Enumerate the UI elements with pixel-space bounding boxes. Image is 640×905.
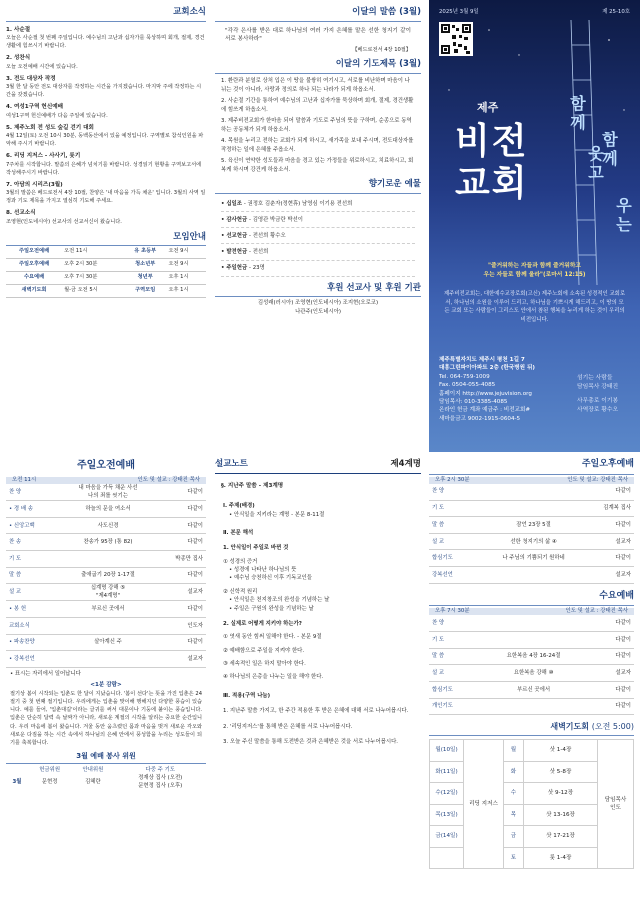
slogan-char: 웃 [588, 144, 604, 163]
missionary-line2: 나관주(인도네시아) [295, 308, 341, 315]
address-detail: 대흥그린파이아파트 2층 (한국병원 뒤) [439, 365, 535, 372]
guide-cell: 오후 1시 [166, 284, 206, 297]
dawn-row [430, 740, 634, 762]
duty-cell: 정재상 집사 (오전) 문현정 집사 (오후) [138, 775, 183, 790]
news-item-title: 1. 사순절 [6, 26, 31, 33]
afternoon-title: 주일오후예배 [429, 458, 634, 475]
offering-row [221, 261, 415, 277]
worship-item: 기 도 [429, 632, 486, 649]
worship-item: 말 씀 [429, 648, 486, 665]
guide-row [6, 272, 206, 285]
worship-leader: 다같이 [581, 550, 634, 567]
worship-item: • 강복선언 [6, 651, 62, 668]
wednesday-leader: 인도 및 설교 : 강태진 목사 [565, 608, 628, 615]
worship-content: 잠언 23장 5절 [486, 517, 580, 534]
afternoon-time: 오후 2시 30분 [435, 476, 470, 483]
sermon-line: • 예수님 승천하신 이후 기독교인들 [229, 575, 312, 582]
cover-date: 2025년 3월 9일 [439, 9, 479, 15]
worship-leader: 다같이 [154, 517, 206, 534]
worship-leader: 다같이 [154, 601, 206, 618]
guide-cell: 오후 7시 30분 [62, 272, 124, 285]
sermon-line: Ⅱ. 본문 해석 [223, 529, 254, 536]
worship-item: 찬 양 [429, 615, 486, 632]
news-item-body: 여성1구역 헌신예배가 다음 주일에 있습니다. [6, 112, 108, 119]
monthly-word-title: 이달의 말씀 (3월) [215, 6, 421, 22]
worship-item: 찬 송 [6, 534, 62, 551]
duty-month: 3월 [12, 779, 22, 786]
worship-content: 요한복음 강해 ⑩ [486, 665, 580, 682]
guide-table [6, 246, 206, 297]
contact-block [439, 356, 569, 423]
offering-list [215, 194, 421, 277]
word-panel [215, 6, 421, 446]
guide-cell: 수요예배 [6, 272, 62, 285]
offering-names: - 전선희 [249, 248, 269, 255]
worship-content: 하늘의 문을 여소서 [62, 501, 154, 518]
worship-row [429, 615, 634, 632]
dawn-weekday: 월 [504, 740, 524, 762]
church-news-list [6, 26, 206, 226]
worship-row [429, 566, 634, 583]
missionary-title: 후원 선교사 및 후원 기관 [215, 282, 421, 298]
dawn-table [429, 739, 634, 869]
sermon-title: 설교노트 [215, 459, 248, 469]
sermon-line: • 안식일을 지키라는 계명 - 본문 8-11절 [229, 511, 325, 518]
news-item-body: 오늘은 사순절 첫 번째 주일입니다. 예수님의 고난과 십자가를 묵상하며 회개, 절제, 경건생활에 힘쓰시기 바랍니다. [6, 35, 205, 50]
worship-row [6, 584, 206, 601]
offering-row [221, 212, 415, 228]
sermon-header [215, 458, 421, 474]
worship-content: 부르신 곳에서 [62, 601, 154, 618]
guide-cell: 청년부 [124, 272, 167, 285]
morning-title: 주일오전예배 [77, 460, 135, 471]
worship-row [6, 567, 206, 584]
duty-head: 안내위원 [82, 767, 104, 774]
worship-item: 말 씀 [429, 517, 486, 534]
worship-content: 십계명 강해 ⑤ "제4계명" [62, 584, 154, 601]
cover-verse: "즐거워하는 자들과 함께 즐거워하고 우는 자들로 함께 울라"(로마서 12:15) [483, 263, 586, 278]
slogan-col4 [615, 196, 633, 234]
sermon-panel [215, 458, 421, 902]
wednesday-order-table [429, 615, 634, 715]
slogan-char: 께 [570, 113, 586, 133]
sermon-line: 2. '리딩지저스'를 통해 받은 은혜를 서로 나누어봅시다. [223, 723, 353, 730]
bank-account: 새마을금고 9002-1915-0604-5 [439, 415, 521, 422]
dawn-leader: 담임목사 인도 [598, 740, 634, 869]
worship-row [429, 698, 634, 715]
worship-leader: 인도자 [154, 618, 206, 635]
duty-table [6, 766, 206, 790]
guide-row [6, 259, 206, 272]
standing-note: • 표시는 자리에서 일어납니다 [10, 670, 81, 677]
slogan-char: 함 [602, 130, 618, 149]
worship-row [6, 618, 206, 635]
guide-cell: 오후 1시 [166, 272, 206, 285]
worship-item: 설 교 [429, 533, 486, 550]
dawn-weekday: 목 [504, 804, 524, 826]
worship-row [429, 484, 634, 501]
dawn-header [429, 721, 634, 736]
worship-row [6, 651, 206, 668]
worship-content [62, 551, 154, 568]
wednesday-time: 오후 7시 30분 [435, 608, 470, 615]
worship-item: 찬 양 [429, 484, 486, 501]
duty-head: 헌금위원 [39, 767, 61, 774]
guide-row [6, 284, 206, 297]
impression-title: <1분 감람> [90, 681, 122, 688]
sermon-outline [215, 490, 421, 748]
sermon-line: Ⅰ. 주제(배경) [223, 503, 255, 510]
worship-leader: 설교자 [581, 665, 634, 682]
worship-row [6, 517, 206, 534]
guide-cell: 오전 9시 [166, 259, 206, 272]
worship-content: 내 마음을 가득 채운 사선 나의 죄를 씻기는 [62, 484, 154, 501]
slogan-char: 우 [616, 196, 632, 215]
worship-row [429, 632, 634, 649]
sermon-line: Ⅲ. 적용(구역 나눔) [223, 692, 271, 699]
dawn-program: 리딩 지저스 [464, 740, 504, 869]
worship-content: 찬송가 95장 (통 82) [62, 534, 154, 551]
worship-row [429, 681, 634, 698]
staff-line: 섬기는 사람들 [577, 375, 613, 381]
worship-leader: 다같이 [581, 615, 634, 632]
news-item-title: 7. 아담의 시리즈(3월) [6, 181, 63, 188]
worship-item: 설 교 [6, 584, 62, 601]
offering-title: 향기로운 예물 [215, 178, 421, 194]
guide-cell: 청소년부 [124, 259, 167, 272]
news-item-body: 조영현(인도네시아) 선교사의 선교서신이 왔습니다. [6, 218, 122, 225]
staff-line: 담임목사 강태진 [577, 383, 619, 390]
worship-content [486, 615, 580, 632]
staff-block [577, 374, 635, 415]
worship-row [6, 634, 206, 651]
duty-cell: 문현정 [41, 779, 58, 786]
address: 제주특별자치도 제주시 평천 1길 7 [439, 357, 525, 363]
church-news-title: 교회소식 [6, 6, 206, 22]
worship-item: 합심기도 [429, 681, 486, 698]
worship-leader: 다같이 [154, 567, 206, 584]
guide-cell: 구역모임 [124, 284, 167, 297]
wednesday-info-bar [429, 608, 634, 615]
afternoon-order-table [429, 484, 634, 584]
staff-line: 사역장로 황수오 [577, 407, 619, 414]
dawn-day [430, 847, 464, 869]
worship-row [429, 533, 634, 550]
duty-cell: 김혜란 [85, 779, 101, 786]
morning-info-bar [6, 477, 206, 484]
worship-leader: 설교자 [154, 651, 206, 668]
slogan-char: 함 [570, 94, 586, 113]
morning-time: 오전 11시 [12, 477, 37, 483]
dawn-title: 새벽기도회 [550, 722, 589, 732]
worship-item: 찬 양 [6, 484, 62, 501]
prayer-item: 3. 제주비전교회가 한마음 되어 말씀과 기도로 주님의 뜻을 구하며, 순종으로 동역하는 공동체가 되게 하옵소서. [221, 117, 412, 134]
sermon-line: ② 예배함으로 주일을 지켜야 한다. [223, 647, 305, 654]
dawn-sub: (오전 5:00) [591, 722, 634, 732]
church-news-panel [6, 6, 206, 446]
worship-row [6, 484, 206, 501]
worship-row [6, 601, 206, 618]
worship-leader: 다같이 [581, 681, 634, 698]
worship-item: 교회소식 [6, 618, 62, 635]
sermon-line: 2. 실제로 어떻게 지키야 하는가? [223, 620, 302, 627]
sermon-line: ② 신학적 원리 [223, 588, 258, 595]
news-item-body: 7주차를 시작합니다. 말씀의 은혜가 넘치기를 바랍니다. 성경읽기 현황을 구역보고서에 작성해주시기 바랍니다. [6, 161, 202, 176]
dawn-day: 목(13일) [430, 804, 464, 826]
offering-row [221, 228, 415, 244]
worship-leader: 박종만 집사 [154, 551, 206, 568]
guide-title: 모임안내 [6, 231, 206, 247]
slogan-col3 [601, 130, 619, 168]
worship-leader: 다같이 [154, 634, 206, 651]
offering-row [221, 244, 415, 260]
dawn-weekday: 화 [504, 761, 524, 783]
worship-content [486, 566, 580, 583]
worship-row [429, 648, 634, 665]
worship-content: 사도신경 [62, 517, 154, 534]
guide-cell: 오전 9시 [166, 246, 206, 258]
offering-label: • 감사헌금 [221, 216, 250, 223]
dawn-day: 화(11일) [430, 761, 464, 783]
sermon-line: • 주일은 구원의 완성을 기념하는 날 [229, 605, 314, 612]
dawn-weekday: 수 [504, 783, 524, 805]
dawn-weekday: 토 [504, 847, 524, 869]
sermon-line: 3. 오늘 주신 말씀을 통해 도전받은 것과 은혜받은 것을 서로 나누어봅시다. [223, 738, 399, 745]
offering-label: • 선교헌금 [221, 232, 250, 239]
duty-head: 다중 주 기도 [145, 767, 175, 774]
worship-content [62, 651, 154, 668]
worship-row [429, 500, 634, 517]
news-item-body: 오늘 오전예배 시간에 있습니다. [6, 63, 78, 70]
sermon-line: 1. 지난주 말씀 가지고, 한 주간 적용한 후 받은 은혜에 대해 서로 나누어봅시다. [223, 708, 409, 715]
sermon-line: ③ 세속적인 일은 하지 말아야 한다. [223, 661, 306, 668]
worship-item: 기 도 [429, 500, 486, 517]
worship-item: 설 교 [429, 665, 486, 682]
sermon-line: • 안식일은 천지창조의 완성을 기념하는 날 [229, 597, 330, 604]
dawn-reading: 룻 1-4장 [524, 847, 598, 869]
worship-leader: 설교자 [581, 533, 634, 550]
sermon-head: §. 지난주 말씀 - 제3계명 [221, 482, 284, 489]
worship-item: 강복선언 [429, 566, 486, 583]
news-item-body: 3월의 말씀은 베드로전서 4장 10절, 찬양은 '내 마음을 가득 채운' 입니다. 3월의 사역 일정과 기도 제목을 가지고 열심히 기도해 주세요. [6, 190, 206, 205]
worship-content: 살아계신 주 [62, 634, 154, 651]
worship-content: 요한복음 4장 16-24절 [486, 648, 580, 665]
news-item-title: 4. 여성1구역 헌신예배 [6, 104, 64, 111]
morning-order-table [6, 484, 206, 668]
sermon-line: ④ 하나님의 은총을 나누는 일을 해야 한다. [223, 674, 324, 681]
slogan-char: 께 [602, 149, 618, 169]
offering-names: - 23명 [249, 265, 265, 272]
worship-leader: 김계복 집사 [581, 500, 634, 517]
guide-cell: 월-금 오전 5시 [62, 284, 124, 297]
sermon-line: ① 엿새 동안 힘써 일해야 한다. - 본문 9절 [223, 634, 322, 641]
worship-leader: 다같이 [581, 698, 634, 715]
worship-content: 부르신 곳에서 [486, 681, 580, 698]
tel: Tel. 064-759-1009 [439, 373, 490, 380]
worship-item: • 봉 헌 [6, 601, 62, 618]
worship-item: 합심기도 [429, 550, 486, 567]
news-item-body: 4월 12일(토) 오전 10시 30분, 동백동산에서 있을 예정입니다. 구역별로 참석인원을 파악해 주시기 바랍니다. [6, 133, 204, 148]
pastor-phone: 담임목사: 010-3385-4085 [439, 398, 508, 405]
slogan-char: 는 [616, 215, 632, 235]
worship-row [6, 534, 206, 551]
church-name-line1: 비전 [455, 121, 529, 162]
dawn-reading: 삿 9-12장 [524, 783, 598, 805]
prayer-item: 4. 목원을 누리고 전하는 교회가 되게 하시고, 새가족을 보내 주시며, 전도대상자를 작정하는 일에 은혜를 주옵소서. [221, 137, 414, 154]
worship-content [486, 698, 580, 715]
worship-row [6, 501, 206, 518]
worship-leader: 설교자 [581, 566, 634, 583]
worship-leader: 설교자 [154, 584, 206, 601]
dawn-day: 금(14일) [430, 826, 464, 848]
worship-leader: 다같이 [581, 632, 634, 649]
news-item-title: 5. 제주노회 전 성도 숲길 걷기 대회 [6, 124, 94, 131]
cover-panel [429, 0, 640, 452]
monthly-word-ref: 【베드로전서 4장 10절】 [352, 47, 411, 54]
dawn-reading: 삿 1-4장 [524, 740, 598, 762]
worship-leader: 다같이 [581, 484, 634, 501]
worship-content [62, 618, 154, 635]
guide-cell: 오후 2시 30분 [62, 259, 124, 272]
prayer-title: 이달의 기도제목 (3월) [215, 58, 421, 74]
news-item-title: 8. 선교소식 [6, 210, 36, 217]
afternoon-leader: 인도 및 설교: 강태진 목사 [567, 476, 628, 483]
worship-content: 출애굽기 20장 1-17절 [62, 567, 154, 584]
guide-cell: 유 초등부 [124, 246, 167, 258]
homepage-link[interactable]: 홈페이지 http://www.jejuvision.org [439, 390, 532, 397]
guide-cell: 주일오후예배 [6, 259, 62, 272]
church-name-small: 제주 [477, 101, 499, 114]
offering-label: • 주일헌금 [221, 265, 250, 272]
worship-content [486, 632, 580, 649]
slogan-char: 고 [588, 163, 604, 183]
worship-item: • 신앙고백 [6, 517, 62, 534]
sermon-series: 제4계명 [390, 459, 421, 469]
worship-leader: 다같이 [154, 501, 206, 518]
dawn-weekday: 금 [504, 826, 524, 848]
dawn-reading: 삿 13-16장 [524, 804, 598, 826]
fax: Fax. 0504-055-4085 [439, 382, 496, 389]
duty-title: 3월 예배 봉사 위원 [6, 751, 206, 765]
offering-label: • 십일조 [221, 200, 244, 207]
worship-leader: 다같이 [581, 517, 634, 534]
dawn-day: 월(10일) [430, 740, 464, 762]
news-item-title: 6. 리딩 지저스 - 사사기, 룻기 [6, 153, 81, 160]
afternoon-info-bar [429, 477, 634, 484]
guide-cell: 새벽기도회 [6, 284, 62, 297]
guide-row [6, 246, 206, 258]
prayer-list [215, 74, 421, 176]
cover-intro: 제주비전교회는, 대한예수교장로회(고신) 제주노회에 소속된 성경적인 교회로서, 하나님의 소원을 이루어 드리고, 하나님을 기쁘시게 해드리고, 이 땅의 모든 교회 또는 사람들이 그리스도 안에서 참된 행복을 누리게 하는 것이 우리의 비전입니다. [443, 291, 626, 323]
worship-content [486, 484, 580, 501]
offering-names: - 전선희 황수오 [249, 232, 286, 239]
worship-content: 나 주님의 기쁨되기 원하네 [486, 550, 580, 567]
news-item-title: 2. 성찬식 [6, 55, 31, 62]
prayer-item: 5. 육신이 연약한 성도들과 마음을 경고 있는 가정들을 위로하시고, 치료하시고, 회복케 하시며 강건케 하옵소서. [221, 157, 414, 173]
guide-cell: 오전 11시 [62, 246, 124, 258]
worship-content [486, 500, 580, 517]
monthly-word-text: "각각 은사를 받은 대로 하나님의 여러 가지 은혜를 맡은 선한 청지기 같이 서로 봉사하라" [225, 27, 411, 43]
worship-leader: 다같이 [581, 648, 634, 665]
staff-line: 사무총로 이기봉 [577, 398, 619, 405]
prayer-item: 1. 환란과 분열로 상처 입은 이 땅을 불쌍히 여기시고, 서로를 비난하며 마음이 나뉘는 것이 아니라, 사랑과 정의로 하나 되는 나라가 되게 하옵소서. [221, 77, 410, 94]
guide-cell: 주일오전예배 [6, 246, 62, 258]
worship-item: • 파송찬양 [6, 634, 62, 651]
news-item-title: 3. 전도 대상자 작정 [6, 75, 56, 82]
worship-item: 기 도 [6, 551, 62, 568]
morning-panel [6, 458, 206, 902]
worship-item: 말 씀 [6, 567, 62, 584]
wednesday-title: 수요예배 [429, 590, 634, 607]
slogan-col1 [569, 94, 587, 132]
worship-content: 선한 청지기의 삶 ④ [486, 533, 580, 550]
sermon-line: ① 성경의 증거 [223, 558, 258, 565]
dawn-reading: 삿 17-21장 [524, 826, 598, 848]
sermon-line: 1. 안식일이 주일로 바뀐 것 [223, 545, 289, 552]
news-item-body: 3월 한 달 동안 전도 대상자를 작정하는 시간을 가지겠습니다. 마지막 주에 작정하는 시간을 갖겠습니다. [6, 84, 202, 99]
worship-row [6, 551, 206, 568]
online-offering: 온라인 헌금 계좌 예금주 : 비전교회# [439, 407, 531, 414]
worship-leader: 다같이 [154, 484, 206, 501]
church-name-line2: 교회 [455, 163, 529, 204]
worship-row [429, 550, 634, 567]
right-services-panel [429, 458, 634, 902]
missionary-line1: 김성래(러시아) 조영현(인도네시아) 조지현(오로코) [257, 300, 379, 307]
worship-row [429, 665, 634, 682]
worship-leader: 다같이 [154, 534, 206, 551]
worship-item: • 경 배 송 [6, 501, 62, 518]
worship-item: 개인기도 [429, 698, 486, 715]
offering-names: - 권정호 김춘자(정현휴) 남영심 이기용 전선희 [243, 200, 353, 207]
morning-leader: 인도 및 설교 : 강태진 목사 [137, 477, 200, 483]
impression-body: 절기상 봄이 시작되는 입춘도 한 달이 지났습니다. '봄이 선다'는 뜻을 가진 입춘은 24절기 중 첫 번째 절기입니다. 우리에게는 입춘을 맞이해 행해지던 다양한 풍습이 있습니다. 예를 들어, '입춘대길'이라는 글귀를 써서 대문이나 기둥에 붙이는 풍습입니다. 입춘은 단순히 달력 속 날짜가 아니라, 새로운 계절의 시작을 알리는 중요한 순간입니다. 우리 마음에 봄이 왔습니다. 겨울 동안 움츠렸던 몸과 마음을 벗겨 새로운 각오와 새로운 다짐을 하는 시간 속에서 하나님의 은혜 안에서 풍성함을 누리는 성도들이 되기를 축복합니다. [10, 691, 202, 746]
cover-issue: 제 25-10호 [602, 9, 630, 15]
dawn-reading: 삿 5-8장 [524, 761, 598, 783]
prayer-item: 2. 사순절 기간을 통하여 예수님의 고난과 십자가를 묵상하며 회개, 절제, 경건생활에 힘쓰게 하옵소서. [221, 97, 414, 114]
dawn-day: 수(12일) [430, 783, 464, 805]
sermon-line: • 성경에 나타난 하나님의 뜻 [229, 567, 297, 574]
offering-label: • 발전헌금 [221, 248, 250, 255]
offering-row [221, 196, 415, 212]
offering-names: - 김영관 박금란 박선이 [249, 216, 303, 223]
worship-row [429, 517, 634, 534]
